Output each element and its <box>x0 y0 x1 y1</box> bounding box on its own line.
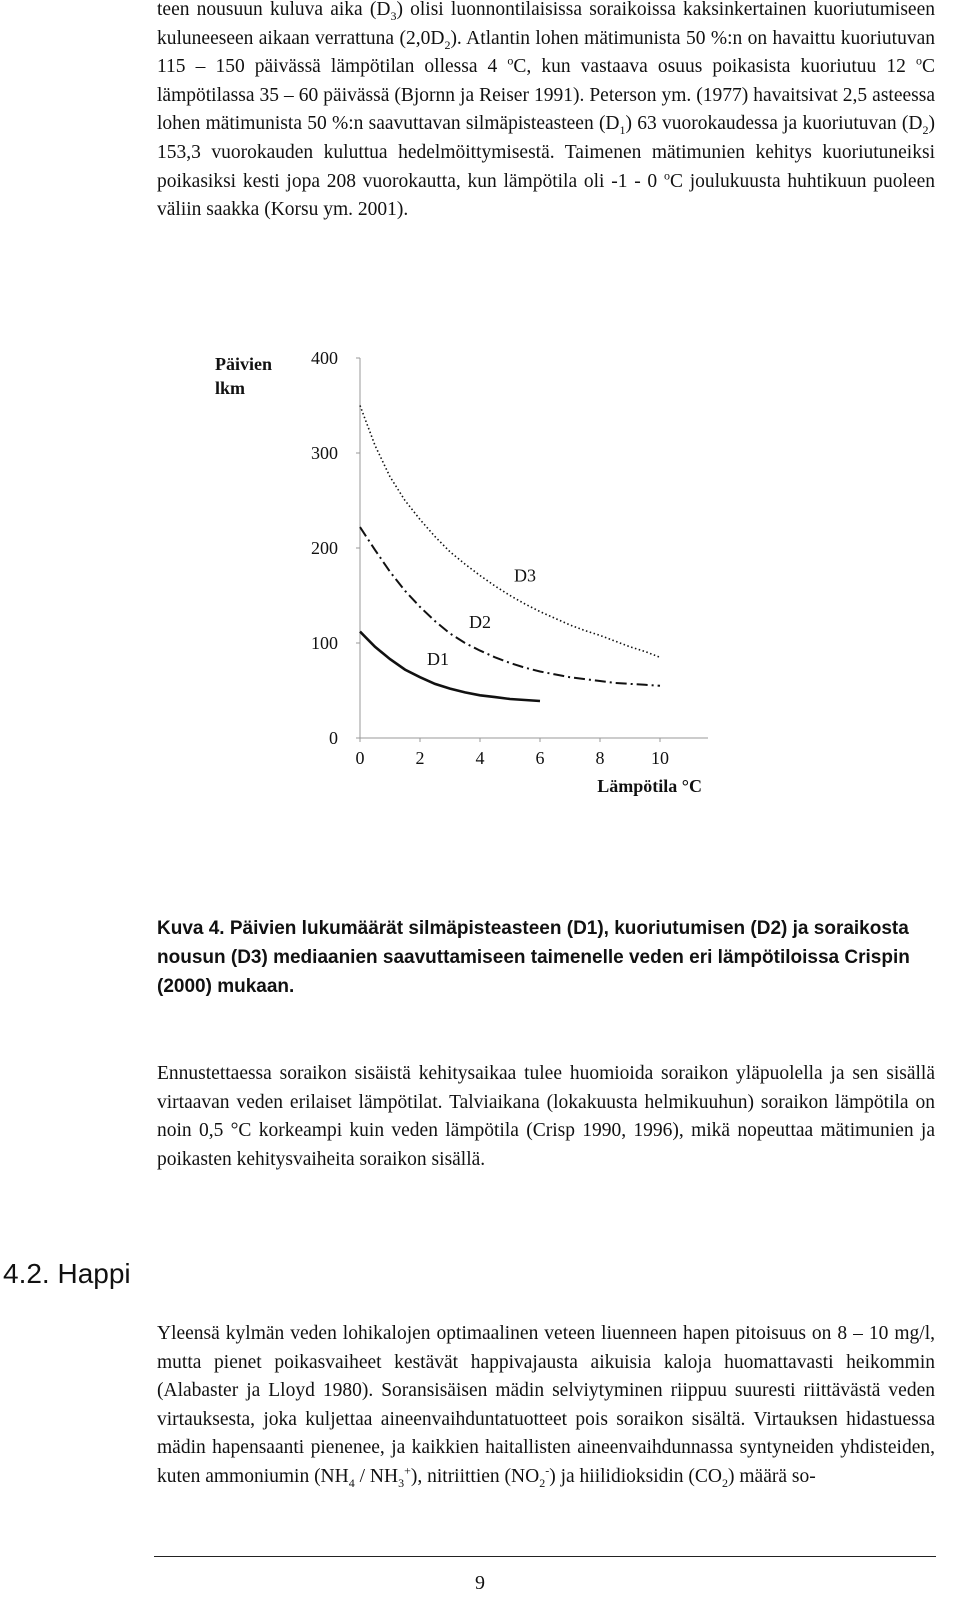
series-line-d1 <box>360 632 540 701</box>
x-tick-label: 2 <box>415 748 425 768</box>
x-tick-label: 10 <box>651 748 669 768</box>
y-tick-label: 200 <box>311 538 338 558</box>
y-tick-label: 100 <box>311 633 338 653</box>
x-tick-label: 6 <box>535 748 545 768</box>
series-label-d2: D2 <box>469 611 491 632</box>
y-axis-title-line: lkm <box>215 378 246 398</box>
paragraph-3: Yleensä kylmän veden lohikalojen optimaalinen veteen liuenneen hapen pitoisuus on 8 – 10 mg/l, mutta pienet poikasvaiheet kestävät happivajausta aikuisia kaloja huomattavasti heikommin (Alabaster ja Lloyd 1980). Soransisäisen mädin selviytyminen riippuu suuresti riittävästä veden virtauksesta, joka kuljettaa aineenvaihduntatuotteet pois soraikon sisältä. Virtauksen hidastuessa mädin hapensaanti pienenee, ja kaikkien haitallisten aineenvaihdunnassa syntyneiden yhdisteiden, kuten ammoniumin $(NH_4 / NH_3^+)$, nitriittien $(NO_2^-)$ ja hiilidioksidin $(CO_2)$ määrä so- <box>157 1323 935 1490</box>
y-axis-title-line: Päivien <box>215 354 272 374</box>
series-line-d3 <box>360 406 660 658</box>
chart-labels <box>427 565 536 669</box>
footer-rule <box>154 1556 936 1557</box>
page-number: 9 <box>475 1572 485 1594</box>
y-tick-label: 400 <box>311 348 338 368</box>
x-axis-title: Lämpötila °C <box>597 776 702 796</box>
y-axis-title <box>215 354 272 398</box>
x-tick-label: 8 <box>595 748 605 768</box>
section-heading: 4.2. Happi <box>3 1258 131 1289</box>
y-tick-label: 0 <box>329 728 338 748</box>
chart-series <box>360 406 660 702</box>
paragraph-1: teen nousuun kuluva aika $(D_3)$ olisi luonnontilaisissa soraikoissa kaksinkertainen kuoriutumiseen kuluneeseen aikaan verrattuna $(2,0D_2)$. Atlantin lohen mätimunista 50 %:n on havaittu kuoriutuvan 115 – 150 päivässä lämpötilan ollessa 4 $^o$C, kun vastaava osuus poikasista kuoriutuu 12 $^o$C lämpötilassa 35 – 60 päivässä (Bjornn ja Reiser 1991). Peterson ym. (1977) havaitsivat 2,5 asteessa lohen mätimunista 50 %:n saavuttavan silmäpisteasteen $(D_1)$ 63 vuorokaudessa ja kuoriutuvan $(D_2)$ 153,3 vuorokauden kuluttua hedelmöittymisestä. Taimenen mätimunien kehitys kuoriutuneiksi poikasiksi kesti jopa 208 vuorokautta, kun lämpötila oli -1 - 0 $^o$C joulukuusta huhtikuun puoleen väliin saakka (Korsu ym. 2001). <box>157 0 935 221</box>
series-line-d2 <box>360 527 660 686</box>
x-tick-label: 0 <box>355 748 365 768</box>
chart-axes <box>215 348 708 796</box>
series-label-d3: D3 <box>514 565 536 586</box>
paragraph-2: Ennustettaessa soraikon sisäistä kehitysaikaa tulee huomioida soraikon yläpuolella ja sen sisällä virtaavan veden erilaiset lämpötilat. Talviaikana (lokakuusta helmikuuhun) soraikon lämpötila on noin 0,5 °C korkeampi kuin veden lämpötila (Crisp 1990, 1996), mikä nopeuttaa mätimunien ja poikasten kehitysvaiheita soraikon sisällä. <box>157 1063 935 1170</box>
x-tick-label: 4 <box>475 748 485 768</box>
y-tick-label: 300 <box>311 443 338 463</box>
series-label-d1: D1 <box>427 648 449 669</box>
figure-caption: Kuva 4. Päivien lukumäärät silmäpisteasteen (D1), kuoriutumisen (D2) ja soraikosta nousun (D3) mediaanien saavuttamiseen taimenelle veden eri lämpötiloissa Crispin (2000) mukaan. <box>157 918 910 997</box>
